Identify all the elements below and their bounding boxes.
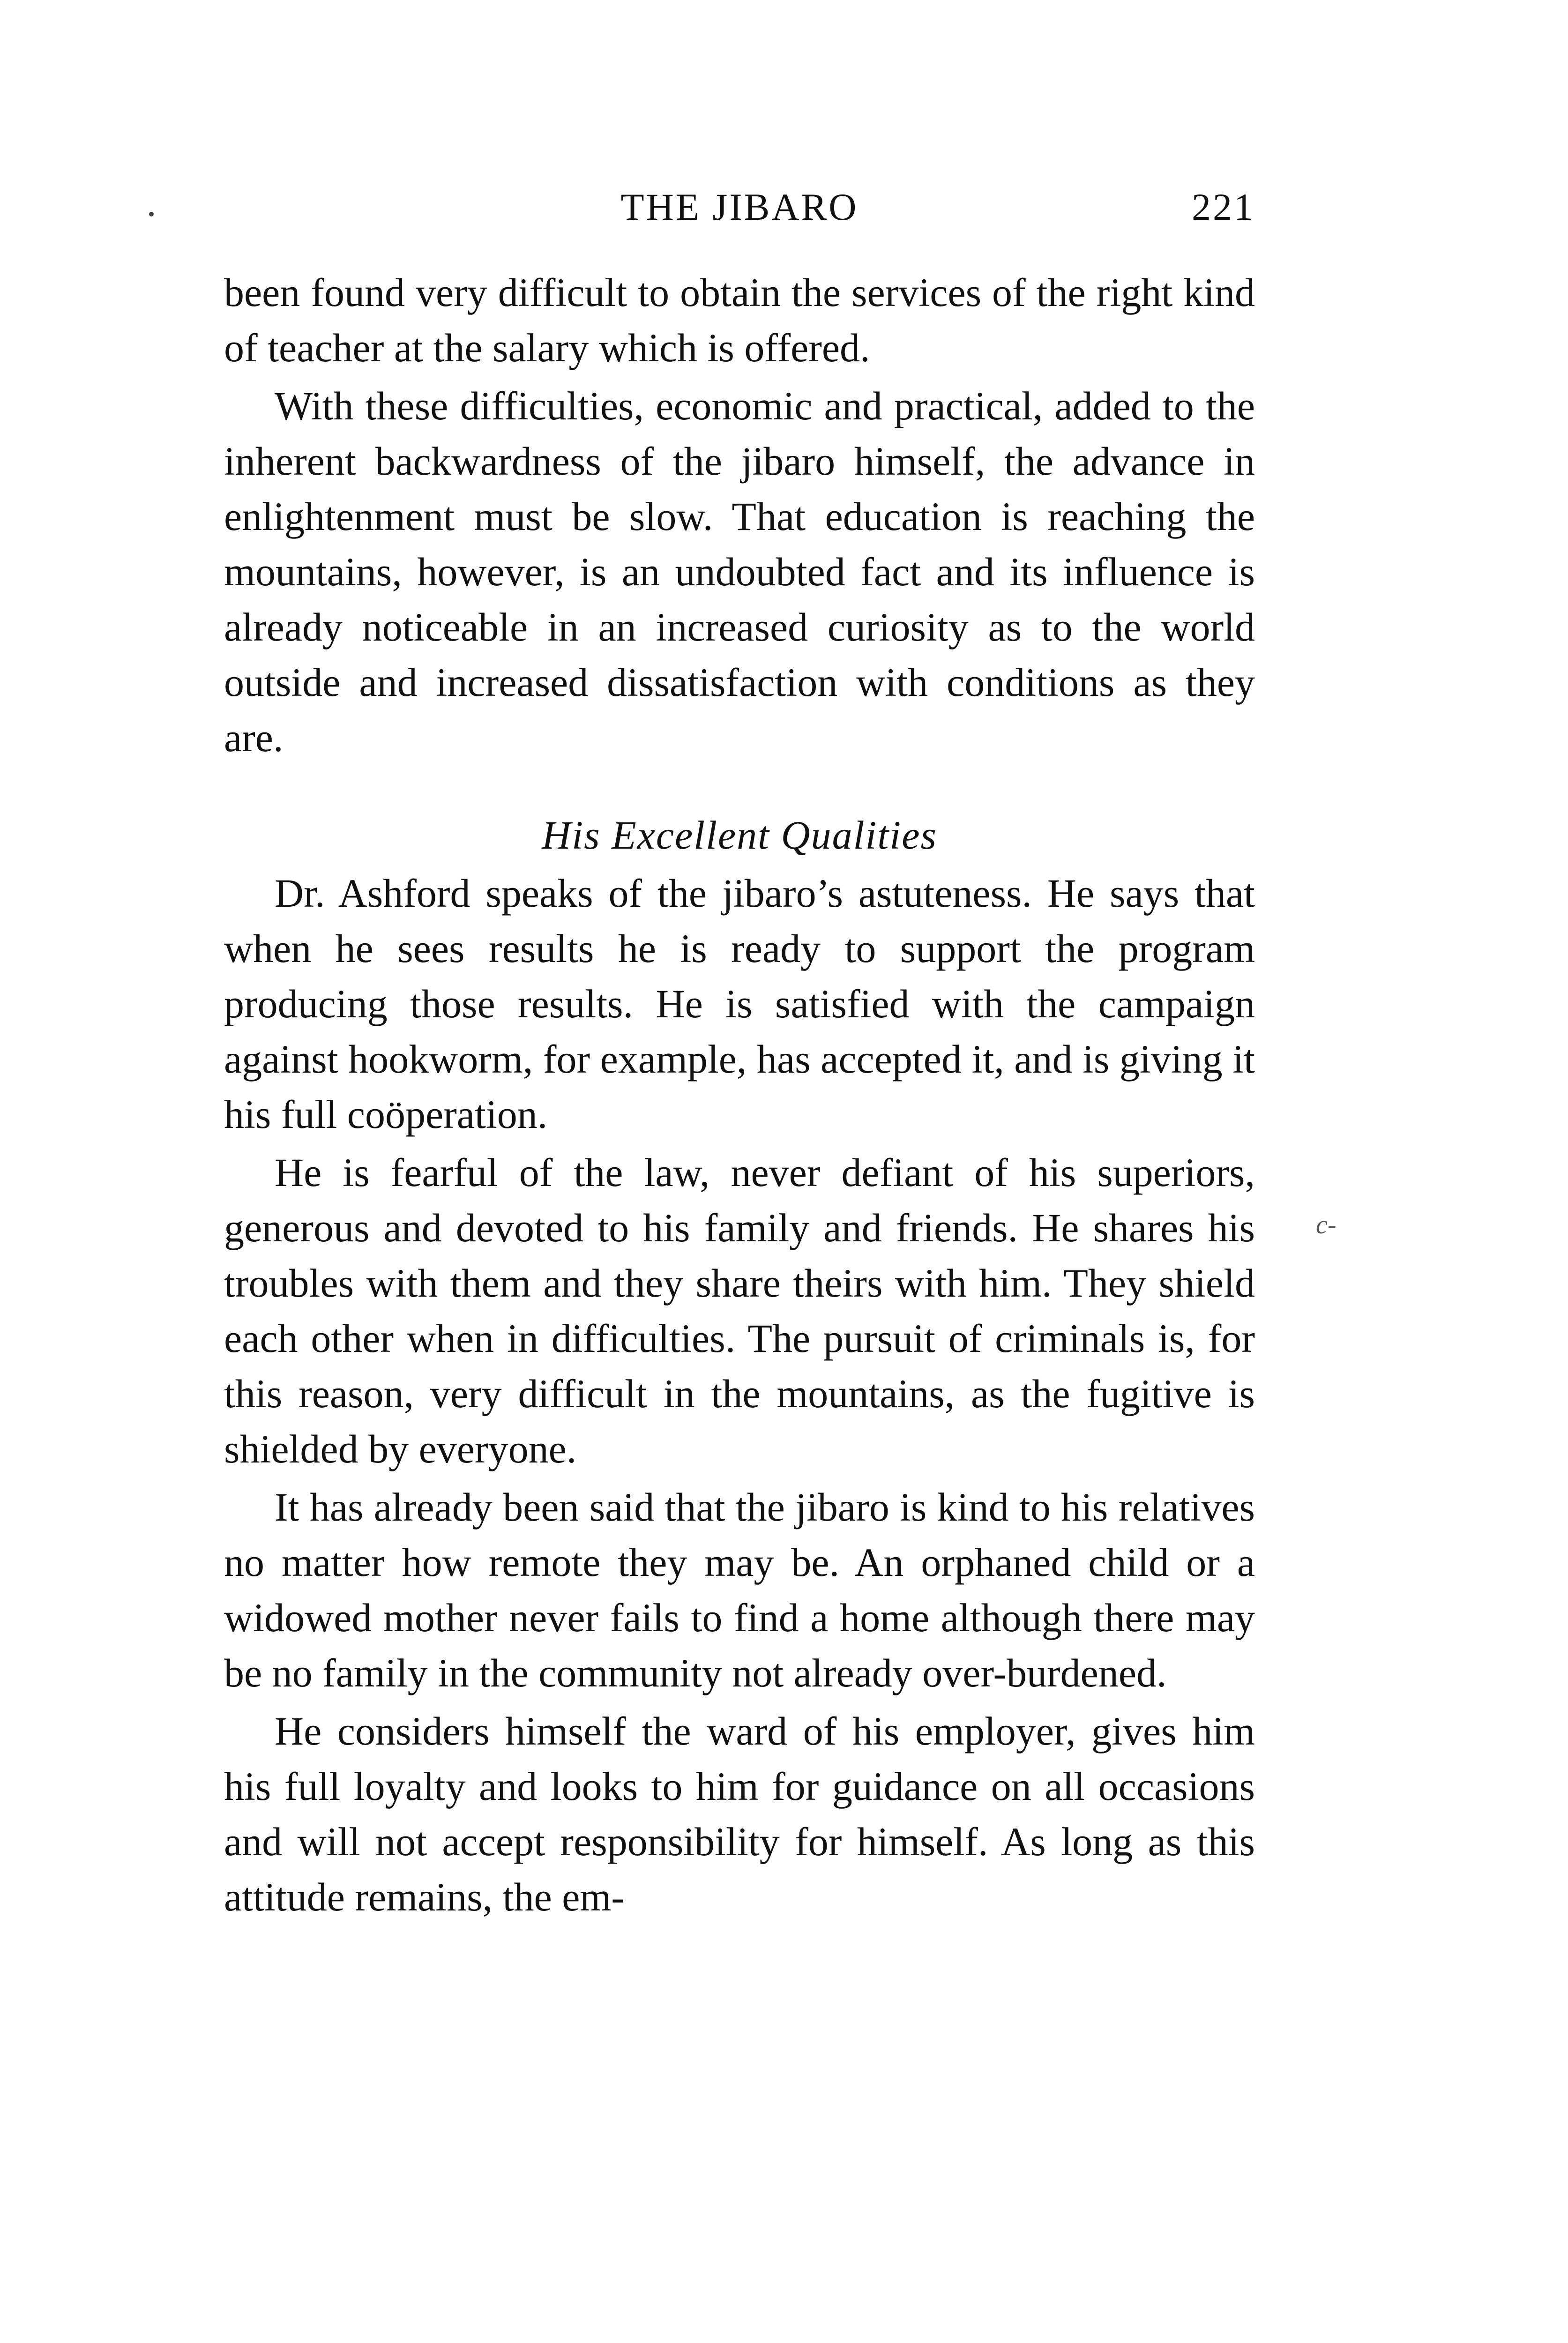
running-title: THE JIBARO	[620, 186, 859, 228]
running-head	[224, 185, 1255, 237]
section-heading: His Excellent Qualities	[542, 813, 937, 858]
paragraph: It has already been said that the jibaro is kind to his relatives no matter how remote they may be. An orphaned child or a widowed mother never fails to find a home although there may be no family in the community not already over-burdened.	[224, 1485, 1255, 1695]
paragraph: He considers himself the ward of his employer, gives him his full loyalty and looks to him for guidance on all occasions and will not accept responsibility for himself. As long as this attitude remains, the em-	[224, 1709, 1255, 1919]
paragraph-continued: been found very difficult to obtain the services of the right kind of teacher at the salary which is offered.	[224, 270, 1255, 370]
body-text	[224, 265, 1255, 1925]
paragraph: He is fearful of the law, never defiant of his superiors, generous and devoted to his family and friends. He shares his troubles with them and they share theirs with him. They shield each other when in difficulties. The pursuit of criminals is, for this reason, very difficult in the mountains, as the fugitive is shielded by everyone.	[224, 1150, 1255, 1471]
ink-speck	[149, 212, 154, 216]
paragraph: With these difficulties, economic and practical, added to the inherent backwardness of the jibaro himself, the advance in enlightenment must be slow. That education is reaching the mountains, however, is an undoubted fact and its influence is already noticeable in an increased curiosity as to the world outside and increased dissatisfaction with conditions as they are.	[224, 383, 1255, 760]
page-number: 221	[1192, 186, 1255, 228]
handwritten-margin-note: c-	[1316, 1210, 1337, 1239]
paragraph: Dr. Ashford speaks of the jibaro’s astuteness. He says that when he sees results he is ready to support the program producing those results. He is satisfied with the campaign against hookworm, for example, has accepted it, and is giving it his full coöperation.	[224, 871, 1255, 1137]
